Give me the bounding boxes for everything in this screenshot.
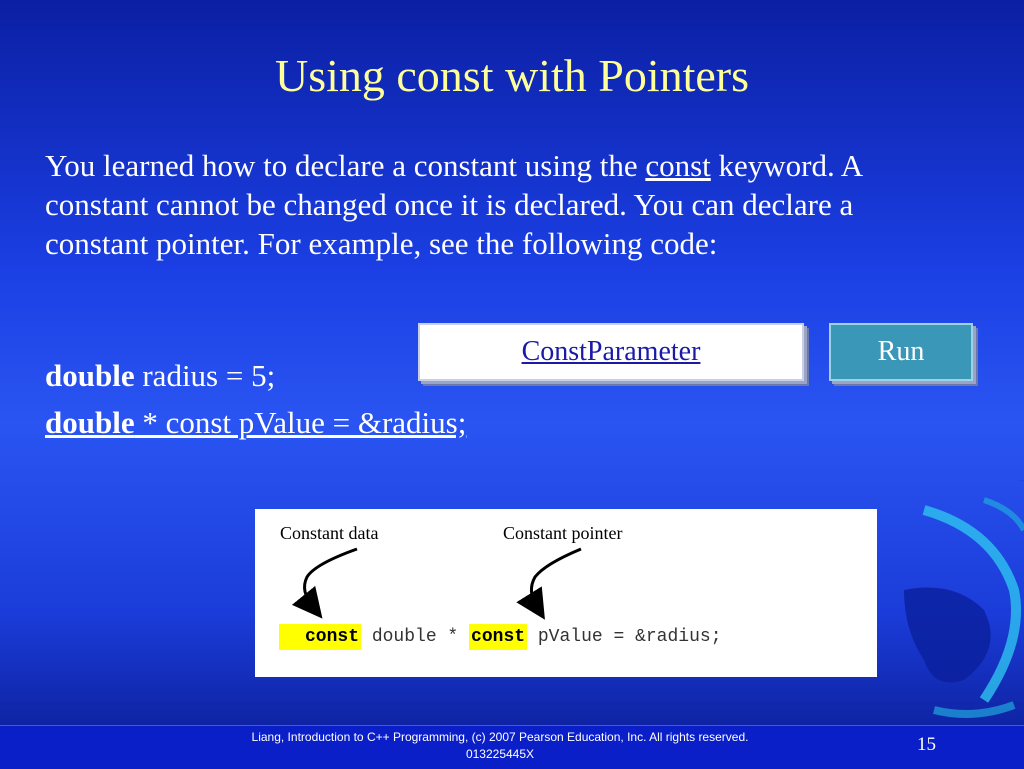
const-keyword-link: const (645, 148, 711, 183)
footer-bar (0, 725, 1024, 769)
intro-paragraph (45, 146, 925, 263)
arrow-constant-data (305, 549, 357, 607)
page-number: 15 (917, 734, 936, 755)
const-data-keyword: const (279, 624, 361, 650)
annotation-arrows (255, 509, 877, 677)
copyright-notice (150, 729, 850, 763)
intro-text-start: You learned how to declare a constant using the (45, 148, 646, 183)
const-pointer-figure (255, 509, 877, 677)
intro-text-end: keyword. A constant cannot be changed once it is declared. You can declare a constant pointer. For example, see the following code: (45, 148, 862, 261)
code-line-pvalue-rest: * const pValue = &radius; (134, 405, 467, 440)
constparameter-label: ConstParameter (521, 336, 701, 367)
constant-pointer-label: Constant pointer (503, 523, 623, 543)
arrow-constant-pointer (531, 549, 581, 607)
const-pointer-code (279, 624, 722, 650)
copyright-line1: Liang, Introduction to C++ Programming, (c) 2007 Pearson Education, Inc. All rights reserved. (251, 730, 749, 744)
code-line-radius-rest: radius = 5; (134, 358, 276, 393)
slide-title: Using const with Pointers (274, 50, 750, 101)
constparameter-button[interactable] (418, 323, 804, 381)
const-pointer-keyword: const (469, 624, 527, 650)
globe-graphic-icon (864, 470, 1024, 730)
code-end: pValue = &radius; (527, 627, 722, 647)
constant-data-label: Constant data (280, 523, 379, 543)
double-keyword: double (45, 358, 135, 393)
run-label: Run (877, 336, 925, 367)
code-middle: double * (361, 627, 470, 647)
copyright-line2: 013225445X (465, 747, 535, 761)
code-line-pvalue (45, 404, 466, 442)
double-keyword: double (45, 405, 135, 440)
code-line-radius (45, 357, 275, 395)
run-button[interactable] (829, 323, 973, 381)
